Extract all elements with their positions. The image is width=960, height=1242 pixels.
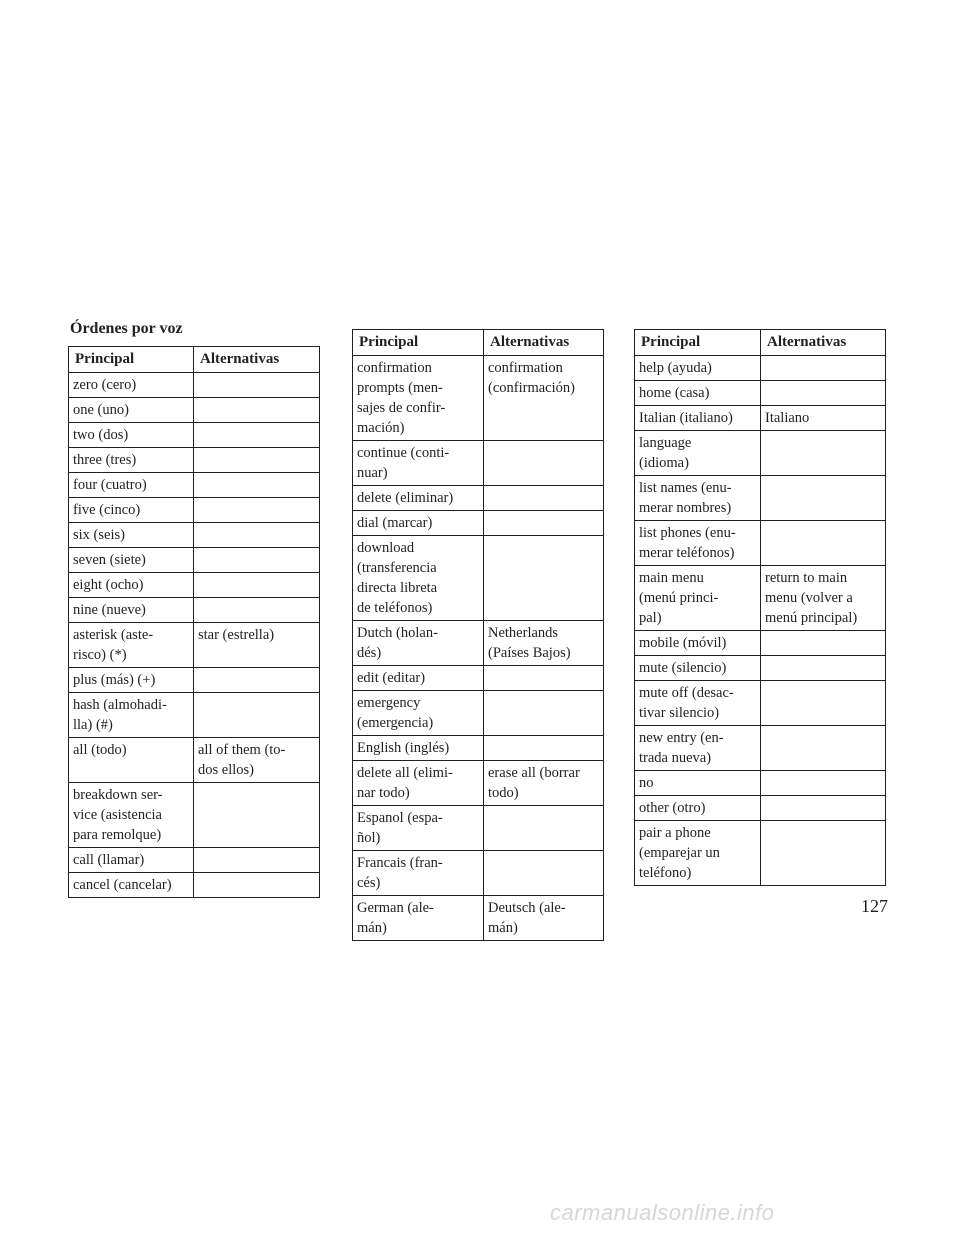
principal-cell: Dutch (holan- dés) — [353, 621, 484, 666]
alternativas-cell: star (estrella) — [194, 623, 320, 668]
alternativas-cell — [484, 806, 604, 851]
alternativas-cell — [761, 726, 886, 771]
alternativas-cell — [484, 536, 604, 621]
table-row — [635, 356, 886, 381]
table-row — [353, 511, 604, 536]
alternativas-cell: Netherlands (Países Bajos) — [484, 621, 604, 666]
footer-watermark: carmanualsonline.info — [550, 1200, 775, 1225]
principal-cell: edit (editar) — [353, 666, 484, 691]
table-header-row — [635, 330, 886, 356]
principal-cell: dial (marcar) — [353, 511, 484, 536]
header-alternativas: Alternativas — [484, 330, 604, 356]
table-row — [353, 736, 604, 761]
principal-cell: other (otro) — [635, 796, 761, 821]
alternativas-cell — [484, 851, 604, 896]
table-row — [635, 726, 886, 771]
voice-commands-table-3 — [634, 329, 886, 886]
table-row — [69, 448, 320, 473]
alternativas-cell — [484, 736, 604, 761]
principal-cell: six (seis) — [69, 523, 194, 548]
alternativas-cell — [194, 548, 320, 573]
alternativas-cell — [484, 441, 604, 486]
header-alternativas: Alternativas — [761, 330, 886, 356]
page-number: 127 — [861, 896, 888, 916]
alternativas-cell — [484, 511, 604, 536]
table-header-row — [353, 330, 604, 356]
principal-cell: emergency (emergencia) — [353, 691, 484, 736]
header-principal: Principal — [635, 330, 761, 356]
principal-cell: asterisk (aste- risco) (*) — [69, 623, 194, 668]
principal-cell: confirmation prompts (men- sajes de confir- mación) — [353, 356, 484, 441]
principal-cell: mute (silencio) — [635, 656, 761, 681]
alternativas-cell: Deutsch (ale- mán) — [484, 896, 604, 941]
alternativas-cell — [761, 821, 886, 886]
principal-cell: Espanol (espa- ñol) — [353, 806, 484, 851]
alternativas-cell — [194, 473, 320, 498]
table-row — [69, 473, 320, 498]
principal-cell: Francais (fran- cés) — [353, 851, 484, 896]
alternativas-cell — [761, 521, 886, 566]
principal-cell: one (uno) — [69, 398, 194, 423]
alternativas-cell — [761, 771, 886, 796]
header-principal: Principal — [69, 347, 194, 373]
table-row — [353, 621, 604, 666]
principal-cell: hash (almohadi- lla) (#) — [69, 693, 194, 738]
voice-commands-table-1 — [68, 346, 320, 898]
table-row — [69, 423, 320, 448]
alternativas-cell — [484, 666, 604, 691]
alternativas-cell: confirmation (confirmación) — [484, 356, 604, 441]
table-row — [635, 796, 886, 821]
principal-cell: help (ayuda) — [635, 356, 761, 381]
principal-cell: breakdown ser- vice (asistencia para remolque) — [69, 783, 194, 848]
principal-cell: download (transferencia directa libreta de teléfonos) — [353, 536, 484, 621]
table-row — [353, 666, 604, 691]
table-row — [635, 381, 886, 406]
table-row — [353, 441, 604, 486]
table-row — [69, 548, 320, 573]
alternativas-cell: all of them (to- dos ellos) — [194, 738, 320, 783]
table-row — [69, 738, 320, 783]
alternativas-cell — [194, 423, 320, 448]
alternativas-cell — [194, 498, 320, 523]
alternativas-cell — [194, 848, 320, 873]
alternativas-cell — [761, 796, 886, 821]
alternativas-cell: Italiano — [761, 406, 886, 431]
principal-cell: cancel (cancelar) — [69, 873, 194, 898]
principal-cell: all (todo) — [69, 738, 194, 783]
principal-cell: language (idioma) — [635, 431, 761, 476]
alternativas-cell — [761, 476, 886, 521]
principal-cell: call (llamar) — [69, 848, 194, 873]
principal-cell: pair a phone (emparejar un teléfono) — [635, 821, 761, 886]
table-row — [69, 848, 320, 873]
section-title: Órdenes por voz — [70, 320, 183, 337]
alternativas-cell — [194, 448, 320, 473]
table-row — [69, 873, 320, 898]
alternativas-cell — [194, 573, 320, 598]
table-row — [635, 771, 886, 796]
table-row — [69, 693, 320, 738]
principal-cell: five (cinco) — [69, 498, 194, 523]
principal-cell: German (ale- mán) — [353, 896, 484, 941]
alternativas-cell — [761, 631, 886, 656]
alternativas-cell — [194, 398, 320, 423]
table-row — [635, 821, 886, 886]
principal-cell: three (tres) — [69, 448, 194, 473]
table-row — [353, 761, 604, 806]
alternativas-cell — [194, 873, 320, 898]
voice-commands-table-2 — [352, 329, 604, 941]
table-row — [69, 398, 320, 423]
principal-cell: continue (conti- nuar) — [353, 441, 484, 486]
table-row — [69, 523, 320, 548]
principal-cell: no — [635, 771, 761, 796]
header-principal: Principal — [353, 330, 484, 356]
alternativas-cell — [761, 356, 886, 381]
principal-cell: English (inglés) — [353, 736, 484, 761]
alternativas-cell — [761, 431, 886, 476]
principal-cell: home (casa) — [635, 381, 761, 406]
principal-cell: mobile (móvil) — [635, 631, 761, 656]
principal-cell: delete (eliminar) — [353, 486, 484, 511]
principal-cell: list phones (enu- merar teléfonos) — [635, 521, 761, 566]
alternativas-cell — [194, 783, 320, 848]
principal-cell: main menu (menú princi- pal) — [635, 566, 761, 631]
table-row — [635, 566, 886, 631]
table-row — [353, 536, 604, 621]
table-row — [69, 373, 320, 398]
principal-cell: four (cuatro) — [69, 473, 194, 498]
alternativas-cell — [194, 373, 320, 398]
principal-cell: list names (enu- merar nombres) — [635, 476, 761, 521]
table-row — [69, 573, 320, 598]
principal-cell: seven (siete) — [69, 548, 194, 573]
principal-cell: Italian (italiano) — [635, 406, 761, 431]
table-row — [69, 623, 320, 668]
alternativas-cell — [761, 381, 886, 406]
principal-cell: delete all (elimi- nar todo) — [353, 761, 484, 806]
principal-cell: nine (nueve) — [69, 598, 194, 623]
alternativas-cell — [484, 486, 604, 511]
table-row — [635, 656, 886, 681]
table-row — [635, 406, 886, 431]
principal-cell: eight (ocho) — [69, 573, 194, 598]
alternativas-cell — [194, 668, 320, 693]
table-row — [353, 691, 604, 736]
table-row — [353, 806, 604, 851]
table-row — [69, 498, 320, 523]
table-row — [353, 851, 604, 896]
table-row — [635, 631, 886, 656]
table-row — [353, 356, 604, 441]
table-row — [353, 486, 604, 511]
table-row — [69, 598, 320, 623]
alternativas-cell — [194, 598, 320, 623]
alternativas-cell — [761, 681, 886, 726]
principal-cell: mute off (desac- tivar silencio) — [635, 681, 761, 726]
alternativas-cell — [194, 523, 320, 548]
alternativas-cell — [484, 691, 604, 736]
alternativas-cell — [194, 693, 320, 738]
principal-cell: two (dos) — [69, 423, 194, 448]
principal-cell: plus (más) (+) — [69, 668, 194, 693]
alternativas-cell: return to main menu (volver a menú principal) — [761, 566, 886, 631]
header-alternativas: Alternativas — [194, 347, 320, 373]
alternativas-cell — [761, 656, 886, 681]
table-row — [635, 681, 886, 726]
principal-cell: new entry (en- trada nueva) — [635, 726, 761, 771]
table-header-row — [69, 347, 320, 373]
table-row — [635, 431, 886, 476]
table-row — [635, 521, 886, 566]
table-row — [353, 896, 604, 941]
table-row — [69, 783, 320, 848]
table-row — [69, 668, 320, 693]
table-row — [635, 476, 886, 521]
principal-cell: zero (cero) — [69, 373, 194, 398]
alternativas-cell: erase all (borrar todo) — [484, 761, 604, 806]
